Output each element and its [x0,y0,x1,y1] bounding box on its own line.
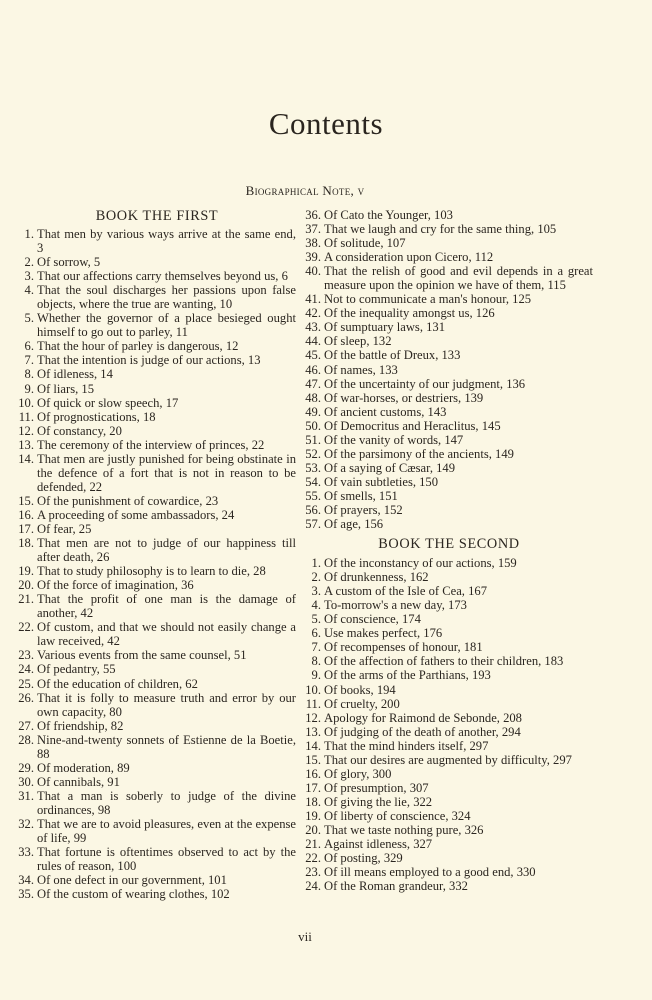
entry-number: 31. [18,788,34,803]
entry-title: Of one defect in our government, 101 [37,873,227,888]
contents-entry [305,584,593,598]
entry-title: Of cannibals, 91 [37,774,120,789]
contents-entry [305,236,593,250]
entry-title: That the soul discharges her passions upon false objects, where the true are wanting, 10 [37,283,296,312]
entry-number: 25. [18,676,34,691]
entry-number: 22. [18,620,34,635]
entry-number: 8. [24,367,34,382]
entry-number: 24. [305,879,321,894]
contents-entry [305,654,593,668]
entry-title: Of custom, and that we should not easily change a law received, 42 [37,620,296,649]
entry-title: A proceeding of some ambassadors, 24 [37,507,235,522]
entry-number: 19. [18,564,34,579]
contents-entry [18,255,296,269]
contents-entry [305,489,593,503]
entry-title: Of Cato the Younger, 103 [324,208,453,222]
entry-title: Of vain subtleties, 150 [324,474,439,489]
entry-title: Of the vanity of words, 147 [324,432,464,447]
entry-number: 2. [24,255,34,270]
entry-title: Various events from the same counsel, 51 [37,648,247,663]
entry-number: 5. [311,612,321,627]
entry-number: 34. [18,873,34,888]
entry-title: Of sleep, 132 [324,334,392,349]
entry-number: 22. [305,851,321,866]
entry-title: Of constancy, 20 [37,423,122,438]
entry-number: 41. [305,292,321,307]
contents-entry [305,419,593,433]
entry-number: 7. [24,353,34,368]
entry-number: 12. [18,423,34,438]
contents-entry [305,668,593,682]
entry-number: 9. [311,668,321,683]
contents-entry [305,612,593,626]
contents-entry [305,711,593,725]
contents-entry [18,410,296,424]
entry-title: That we are to avoid pleasures, even at the expense of life, 99 [37,816,296,846]
entry-title: That men are justly punished for being obstinate in the defence of a fort that is not in reason to be defended, 22 [37,451,296,494]
entry-title: Against idleness, 327 [324,837,433,852]
entry-title: Of the custom of wearing clothes, 102 [37,887,230,902]
entry-title: Of liars, 15 [37,381,95,396]
entry-title: Of solitude, 107 [324,236,406,251]
entry-number: 16. [18,507,34,522]
entry-title: Of ill means employed to a good end, 330 [324,865,536,880]
entry-number: 12. [305,710,321,725]
entry-number: 7. [311,640,321,655]
contents-entry [18,494,296,508]
entry-number: 18. [18,536,34,551]
entry-number: 13. [305,724,321,739]
entry-number: 17. [18,521,34,536]
entry-number: 1. [24,227,34,241]
book-second-heading: BOOK THE SECOND [378,536,520,553]
entry-title: Of giving the lie, 322 [324,794,433,809]
entry-title: The ceremony of the interview of princes, 22 [37,437,265,452]
contents-entry [305,753,593,767]
contents-entry [305,334,593,348]
contents-entry [18,452,296,494]
entry-title: That our affections carry themselves beyond us, 6 [37,269,288,284]
entry-title: Of fear, 25 [37,521,92,536]
entry-title: That to study philosophy is to learn to die, 28 [37,564,266,579]
contents-entry [18,648,296,662]
contents-entry [18,269,296,283]
entry-number: 6. [24,339,34,354]
contents-entry [305,208,593,222]
entry-title: Of idleness, 14 [37,367,113,382]
entry-title: Of smells, 151 [324,488,398,503]
book-first-heading: BOOK THE FIRST [95,208,219,224]
entry-number: 18. [305,794,321,809]
entry-title: Of the uncertainty of our judgment, 136 [324,376,526,391]
entry-title: Of the affection of fathers to their children, 183 [324,654,564,669]
contents-entry [305,461,593,475]
entry-number: 30. [18,774,34,789]
contents-entry [18,311,296,339]
entry-number: 14. [305,738,321,753]
contents-entry [18,564,296,578]
contents-entry [18,845,296,873]
contents-entry [18,424,296,438]
entry-number: 36. [305,208,321,222]
entry-title: Of recompenses of honour, 181 [324,640,483,655]
entry-number: 14. [18,451,34,466]
contents-entry [305,433,593,447]
entry-number: 49. [305,404,321,419]
entry-title: Of the Roman grandeur, 332 [324,879,468,894]
entry-number: 42. [305,306,321,321]
entry-title: Of pedantry, 55 [37,662,116,677]
entry-title: Of liberty of conscience, 324 [324,808,471,823]
entry-title: Of the punishment of cowardice, 23 [37,493,219,508]
entry-number: 20. [18,578,34,593]
entry-number: 43. [305,320,321,335]
book-second-entries [305,556,593,893]
entry-number: 11. [18,409,34,424]
contents-entry [305,264,593,292]
entry-title: Of sumptuary laws, 131 [324,320,446,335]
entry-title: That fortune is oftentimes observed to act by the rules of reason, 100 [37,845,296,874]
entry-title: Of moderation, 89 [37,760,130,775]
entry-title: A consideration upon Cicero, 112 [324,250,494,265]
entry-title: Not to communicate a man's honour, 125 [324,292,532,307]
entry-number: 3. [24,269,34,284]
contents-entry [305,879,593,893]
entry-number: 32. [18,816,34,831]
entry-title: Of the inconstancy of our actions, 159 [324,556,517,571]
entry-title: That the intention is judge of our actions, 13 [37,353,261,368]
entry-number: 4. [24,283,34,298]
contents-entry [305,823,593,837]
entry-number: 17. [305,780,321,795]
entry-number: 47. [305,376,321,391]
contents-entry [305,598,593,612]
entry-number: 39. [305,250,321,265]
entry-title: To-morrow's a new day, 173 [324,598,467,613]
entry-title: Of quick or slow speech, 17 [37,395,179,410]
contents-entry [18,733,296,761]
entry-title: Of the force of imagination, 36 [37,578,194,593]
entry-title: Of conscience, 174 [324,612,421,627]
entry-number: 37. [305,222,321,237]
contents-entry [305,865,593,879]
entry-title: Of cruelty, 200 [324,696,400,711]
contents-entry [18,677,296,691]
book-first-entries-a [18,227,296,901]
contents-entry [305,640,593,654]
entry-title: Whether the governor of a place besieged ought himself to go out to parley, 11 [37,311,296,340]
contents-entry [305,250,593,264]
entry-number: 45. [305,348,321,363]
entry-number: 21. [18,592,34,607]
contents-entry [18,283,296,311]
entry-title: Of a saying of Cæsar, 149 [324,460,456,475]
entry-number: 44. [305,334,321,349]
entry-number: 5. [24,311,34,326]
entry-title: That a man is soberly to judge of the divine ordinances, 98 [37,788,296,817]
contents-entry [18,536,296,564]
contents-entry [18,887,296,901]
book-first-entries-b [305,208,593,531]
entry-number: 46. [305,362,321,377]
entry-title: Of the parsimony of the ancients, 149 [324,446,514,461]
entry-title: Of the inequality amongst us, 126 [324,306,495,321]
contents-entry [305,306,593,320]
page-title: Contents [268,106,384,141]
contents-entry [305,377,593,391]
contents-entry [305,767,593,781]
contents-entry [305,683,593,697]
entry-title: Of the arms of the Parthians, 193 [324,668,491,683]
entry-number: 10. [305,682,321,697]
contents-entry [305,517,593,531]
entry-number: 13. [18,437,34,452]
entry-number: 50. [305,418,321,433]
entry-title: Of posting, 329 [324,851,403,866]
entry-title: Of age, 156 [324,517,384,532]
entry-number: 33. [18,845,34,860]
entry-title: Of judging of the death of another, 294 [324,724,521,739]
entry-number: 27. [18,718,34,733]
entry-number: 23. [305,865,321,880]
entry-number: 40. [305,264,321,279]
contents-entry [18,227,296,255]
entry-title: Of the battle of Dreux, 133 [324,348,461,363]
biographical-note: Biographical Note, v [245,183,365,198]
contents-entry [305,781,593,795]
entry-number: 48. [305,390,321,405]
entry-title: Of Democritus and Heraclitus, 145 [324,418,501,433]
entry-number: 20. [305,822,321,837]
entry-number: 29. [18,760,34,775]
entry-number: 52. [305,446,321,461]
entry-title: That the hour of parley is dangerous, 12 [37,339,239,354]
entry-number: 9. [24,381,34,396]
entry-title: Of sorrow, 5 [37,255,101,270]
contents-entry [18,396,296,410]
contents-entry [305,795,593,809]
entry-title: Of drunkenness, 162 [324,570,429,585]
page-number: vii [298,929,312,944]
contents-entry [18,438,296,452]
entry-number: 8. [311,654,321,669]
entry-number: 15. [18,493,34,508]
entry-title: Of friendship, 82 [37,718,124,733]
contents-entry [305,348,593,362]
entry-number: 24. [18,662,34,677]
contents-entry [18,367,296,381]
entry-number: 15. [305,752,321,767]
entry-title: A custom of the Isle of Cea, 167 [324,584,487,599]
contents-entry [305,363,593,377]
entry-number: 16. [305,766,321,781]
contents-entry [18,775,296,789]
contents-entry [18,873,296,887]
entry-title: Of the education of children, 62 [37,676,198,691]
contents-entry [305,475,593,489]
entry-title: That we taste nothing pure, 326 [324,822,484,837]
contents-entry [305,405,593,419]
entry-number: 3. [311,584,321,599]
contents-entry [18,508,296,522]
entry-number: 1. [311,556,321,571]
entry-number: 26. [18,690,34,705]
contents-entry [305,725,593,739]
entry-title: Of war-horses, or destriers, 139 [324,390,484,405]
contents-entry [18,382,296,396]
entry-number: 19. [305,808,321,823]
contents-entry [18,578,296,592]
entry-title: That it is folly to measure truth and error by our own capacity, 80 [37,690,296,719]
contents-entry [305,292,593,306]
contents-entry [305,809,593,823]
contents-entry [18,817,296,845]
contents-entry [18,761,296,775]
entry-title: Use makes perfect, 176 [324,626,443,641]
contents-entry [18,719,296,733]
entry-number: 57. [305,517,321,532]
entry-title: That our desires are augmented by difficulty, 297 [324,752,572,767]
entry-number: 53. [305,460,321,475]
entry-number: 54. [305,474,321,489]
contents-entry [18,592,296,620]
entry-title: That the relish of good and evil depends in a great measure upon the opinion we have of them, 115 [324,264,593,293]
entry-number: 51. [305,432,321,447]
contents-entry [305,570,593,584]
entry-title: Of prayers, 152 [324,502,403,517]
entry-number: 35. [18,887,34,902]
entry-title: That the mind hinders itself, 297 [324,738,489,753]
entry-number: 55. [305,488,321,503]
entry-title: That men are not to judge of our happiness till after death, 26 [37,536,296,565]
entry-title: Of books, 194 [324,682,396,697]
contents-entry [18,620,296,648]
entry-number: 56. [305,502,321,517]
contents-entry [18,353,296,367]
entry-title: Apology for Raimond de Sebonde, 208 [324,710,522,725]
contents-entry [305,222,593,236]
contents-entry [18,339,296,353]
contents-entry [305,837,593,851]
entry-number: 11. [305,696,321,711]
entry-number: 10. [18,395,34,410]
entry-number: 2. [311,570,321,585]
contents-entry [305,739,593,753]
contents-entry [18,522,296,536]
contents-entry [305,391,593,405]
contents-column-left [18,208,296,901]
entry-title: Nine-and-twenty sonnets of Estienne de la Boetie, 88 [37,732,296,761]
contents-entry [305,851,593,865]
entry-number: 23. [18,648,34,663]
entry-title: Of ancient customs, 143 [324,404,447,419]
entry-title: Of glory, 300 [324,766,392,781]
entry-number: 6. [311,626,321,641]
contents-entry [305,447,593,461]
entry-title: Of prognostications, 18 [37,409,156,424]
entry-title: That we laugh and cry for the same thing, 105 [324,222,557,237]
entry-title: Of names, 133 [324,362,398,377]
contents-entry [305,626,593,640]
contents-entry [18,691,296,719]
contents-entry [305,320,593,334]
contents-column-right [305,208,593,893]
entry-title: That men by various ways arrive at the same end, 3 [37,227,296,256]
entry-title: That the profit of one man is the damage of another, 42 [37,592,296,621]
contents-entry [18,662,296,676]
contents-entry [305,556,593,570]
contents-entry [305,503,593,517]
contents-entry [305,697,593,711]
entry-number: 21. [305,837,321,852]
contents-entry [18,789,296,817]
entry-title: Of presumption, 307 [324,780,429,795]
entry-number: 38. [305,236,321,251]
entry-number: 28. [18,732,34,747]
entry-number: 4. [311,598,321,613]
